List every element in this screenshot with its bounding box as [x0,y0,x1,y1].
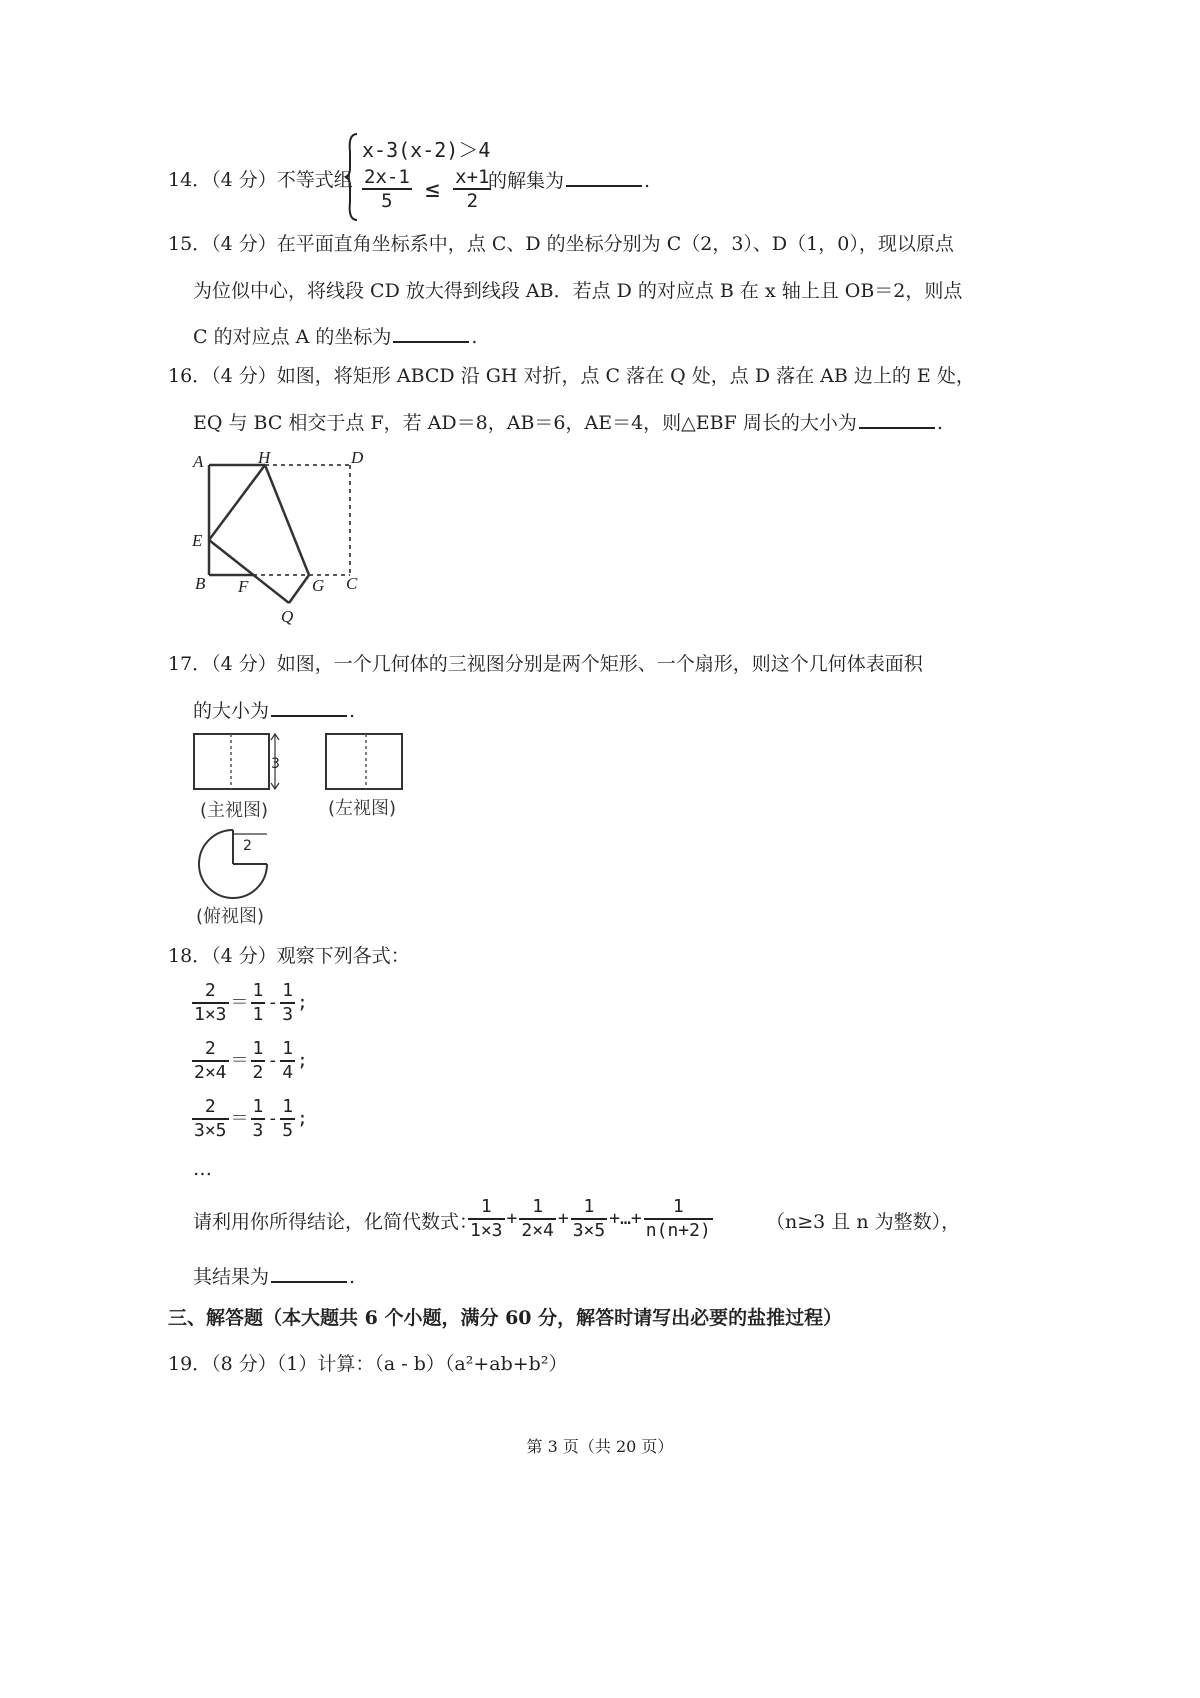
label-g: G [312,576,325,595]
dim-radius-label: 2 [243,838,252,854]
label-d: D [351,450,364,467]
section-3-heading: 三、解答题（本大题共 6 个小题，满分 60 分，解答时请写出必要的盐推过程） [168,1307,843,1329]
q17-line1: 17．（4 分）如图，一个几何体的三视图分别是两个矩形、一个扇形，则这个几何体表面积 [168,653,923,675]
q18-eq-2: $\frac{2}{2\times 4}$ ＝ $\frac{1}{2}$ - $\frac{1}{4}$ ; [194,1038,308,1083]
q14-ineq2: $\frac{2x-1}{5}$ ≤ $\frac{x+1}{2}$ [364,166,490,212]
q14-suffix: 的解集为 . [488,170,651,192]
q18-sum-expression: $\frac{1}{1\times 3}$ + $\frac{1}{2\times 4}$ + $\frac{1}{3\times 5}$ +…+ $\frac{1}{n(n+2)}$ [470,1196,711,1241]
q15-line1: 15．（4 分）在平面直角坐标系中，点 C、D 的坐标分别为 C（2，3）、D（1，0），现以原点 [168,233,954,255]
q18-ellipsis: … [193,1158,212,1180]
q19-line: 19．（8 分）（1）计算：（a - b）（a²+ab+b²） [168,1353,568,1375]
q18-result: 其结果为 . [193,1266,356,1288]
label-a: A [193,452,204,471]
q15-line3: C 的对应点 A 的坐标为 . [193,326,478,348]
label-f: F [238,577,249,596]
top-view-caption: (俯视图) [196,906,265,927]
q18-condition: （n≥3 且 n 为整数）， [766,1211,961,1233]
q18-eq-3: $\frac{2}{3\times 5}$ ＝ $\frac{1}{3}$ - $\frac{1}{5}$ ; [194,1096,308,1141]
answer-blank[interactable] [566,168,642,187]
dim-height-label: 3 [271,756,280,772]
q14-ineq1: x-3(x-2)＞4 [362,138,491,162]
q16-line2: EQ 与 BC 相交于点 F，若 AD＝8，AB＝6，AE＝4，则△EBF 周长的大小为 . [193,412,943,434]
q17-line2: 的大小为 . [193,700,356,722]
answer-blank[interactable] [271,698,347,717]
front-view-caption: (主视图) [200,800,269,821]
answer-blank[interactable] [859,410,935,429]
q18-eq-1: $\frac{2}{1\times 3}$ ＝ $\frac{1}{1}$ - $\frac{1}{3}$ ; [194,980,308,1025]
label-b: B [195,574,206,593]
answer-blank[interactable] [271,1264,347,1283]
q18-ask-prefix: 请利用你所得结论，化简代数式： [193,1211,479,1233]
label-c: C [346,574,358,593]
q15-line2: 为位似中心，将线段 CD 放大得到线段 AB．若点 D 的对应点 B 在 x 轴上且 OB＝2，则点 [193,280,963,302]
q14-prefix: 14．（4 分）不等式组 [168,169,353,191]
brace-icon [344,132,360,222]
label-h: H [258,450,271,467]
answer-blank[interactable] [393,324,469,343]
label-q: Q [281,607,294,626]
rectangle-fold-diagram [185,450,385,630]
label-e: E [192,531,203,550]
q16-line1: 16．（4 分）如图，将矩形 ABCD 沿 GH 对折，点 C 落在 Q 处，点 D 落在 AB 边上的 E 处， [168,365,975,387]
left-view-caption: (左视图) [328,798,397,819]
page-footer: 第 3 页（共 20 页） [526,1437,674,1456]
three-view-diagram [185,728,435,928]
q18-line1: 18．（4 分）观察下列各式： [168,945,410,967]
